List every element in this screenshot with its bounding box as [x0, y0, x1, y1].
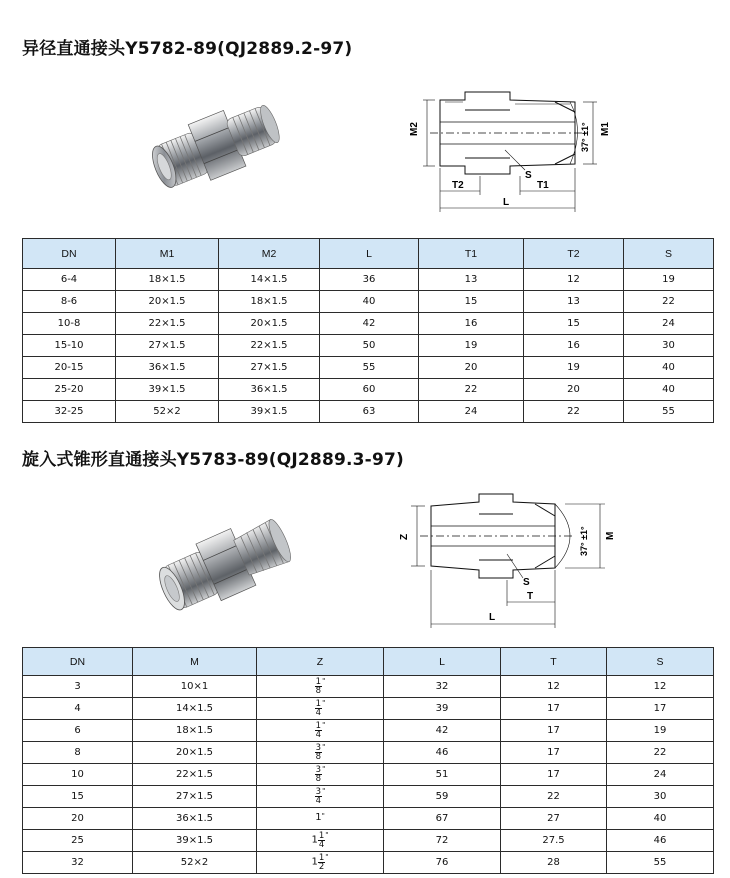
cell: 63: [320, 401, 419, 423]
table-row: [23, 698, 714, 720]
cell: 10-8: [23, 313, 116, 335]
z-denominator: 2: [318, 862, 325, 872]
cell: 52×2: [116, 401, 219, 423]
table-row: [23, 269, 714, 291]
cell: 52×2: [133, 852, 257, 874]
cell: 6-4: [23, 269, 116, 291]
cell: 17: [501, 720, 607, 742]
cell: 19: [624, 269, 714, 291]
z-inch-mark: ": [325, 853, 329, 861]
label-t: T: [527, 591, 534, 602]
z-fraction: [315, 744, 322, 761]
cell: 18×1.5: [133, 720, 257, 742]
spec-table-1: [22, 238, 714, 423]
cell: 14×1.5: [133, 698, 257, 720]
col-header-s: S: [624, 239, 714, 269]
cell: 18×1.5: [116, 269, 219, 291]
cell-z: [257, 786, 384, 808]
cell: 67: [384, 808, 501, 830]
label-m2: M2: [409, 122, 420, 136]
z-numerator: 1: [315, 677, 322, 687]
cell: 22×1.5: [133, 764, 257, 786]
z-fraction: [315, 788, 322, 805]
cell: 42: [384, 720, 501, 742]
cell: 28: [501, 852, 607, 874]
cell: 55: [607, 852, 714, 874]
table-row: [23, 379, 714, 401]
label-s: S: [523, 577, 530, 588]
z-numerator: 3: [315, 743, 322, 753]
cell: 20: [419, 357, 524, 379]
cell: 24: [419, 401, 524, 423]
z-fraction: [315, 722, 322, 739]
col-header-l: L: [384, 648, 501, 676]
spec-table-2: [22, 647, 714, 874]
drawing-2: [395, 488, 620, 628]
z-whole: 1: [311, 834, 318, 846]
z-whole: 1: [315, 812, 322, 823]
table-row: [23, 764, 714, 786]
z-fraction: [315, 678, 322, 695]
cell: 32: [384, 676, 501, 698]
z-numerator: 1: [315, 721, 322, 731]
table-row: [23, 676, 714, 698]
cell: 22: [501, 786, 607, 808]
cell: 20: [23, 808, 133, 830]
z-denominator: 8: [315, 686, 322, 696]
fitting-photo-2: [145, 500, 305, 630]
cell: 76: [384, 852, 501, 874]
cell-z: [257, 764, 384, 786]
z-inch-mark: ": [322, 765, 326, 773]
z-inch-mark: ": [322, 677, 326, 685]
col-header-z: Z: [257, 648, 384, 676]
cell: 39×1.5: [219, 401, 320, 423]
cell: 27×1.5: [219, 357, 320, 379]
cell: 20×1.5: [133, 742, 257, 764]
cell-z: [257, 720, 384, 742]
z-denominator: 8: [315, 774, 322, 784]
cell: 27: [501, 808, 607, 830]
cell: 27.5: [501, 830, 607, 852]
cell: 10×1: [133, 676, 257, 698]
cell: 8-6: [23, 291, 116, 313]
cell: 46: [607, 830, 714, 852]
z-inch-mark: ": [322, 721, 326, 729]
cell: 32: [23, 852, 133, 874]
cell: 20-15: [23, 357, 116, 379]
cell: 15: [524, 313, 624, 335]
cell: 40: [320, 291, 419, 313]
cell: 12: [501, 676, 607, 698]
cell: 20: [524, 379, 624, 401]
col-header-s: S: [607, 648, 714, 676]
col-header-dn: DN: [23, 239, 116, 269]
cell: 12: [607, 676, 714, 698]
cell: 55: [320, 357, 419, 379]
cell: 42: [320, 313, 419, 335]
table-row: [23, 852, 714, 874]
cell: 36×1.5: [219, 379, 320, 401]
cell-z: [257, 852, 384, 874]
cell-z: [257, 742, 384, 764]
col-header-dn: DN: [23, 648, 133, 676]
z-inch-mark: ": [322, 787, 326, 795]
cell: 72: [384, 830, 501, 852]
cell: 39: [384, 698, 501, 720]
z-denominator: 8: [315, 752, 322, 762]
z-denominator: 4: [315, 796, 322, 806]
cell: 27×1.5: [133, 786, 257, 808]
cell: 27×1.5: [116, 335, 219, 357]
fitting-photo-1: [140, 85, 295, 205]
cell: 36×1.5: [116, 357, 219, 379]
table-row: [23, 313, 714, 335]
col-header-t: T: [501, 648, 607, 676]
cell: 39×1.5: [133, 830, 257, 852]
cell-z: [257, 698, 384, 720]
cell: 22×1.5: [219, 335, 320, 357]
col-header-l: L: [320, 239, 419, 269]
cell: 40: [624, 357, 714, 379]
cell: 59: [384, 786, 501, 808]
table-row: [23, 808, 714, 830]
table-row: [23, 742, 714, 764]
drawing-1: [405, 80, 620, 220]
cell: 46: [384, 742, 501, 764]
col-header-m1: M1: [116, 239, 219, 269]
table-row: [23, 720, 714, 742]
label-t2: T2: [452, 180, 464, 191]
cell: 50: [320, 335, 419, 357]
table-row: [23, 357, 714, 379]
label-l: L: [489, 612, 496, 623]
cell: 36×1.5: [133, 808, 257, 830]
cell: 17: [501, 698, 607, 720]
cell-z: [257, 808, 384, 830]
cell: 15: [419, 291, 524, 313]
col-header-m2: M2: [219, 239, 320, 269]
cell: 51: [384, 764, 501, 786]
cell: 17: [501, 742, 607, 764]
cell: 14×1.5: [219, 269, 320, 291]
table-row: [23, 830, 714, 852]
z-numerator: 3: [315, 765, 322, 775]
table-row: [23, 335, 714, 357]
z-numerator: 1: [318, 831, 325, 841]
section1-title: 异径直通接头Y5782-89(QJ2889.2-97): [22, 39, 353, 59]
cell: 17: [501, 764, 607, 786]
cell: 8: [23, 742, 133, 764]
z-inch-mark: ": [321, 812, 325, 820]
cell: 22: [419, 379, 524, 401]
label-l: L: [503, 197, 510, 208]
cell: 22: [607, 742, 714, 764]
cell: 55: [624, 401, 714, 423]
cell: 10: [23, 764, 133, 786]
col-header-t1: T1: [419, 239, 524, 269]
cell: 19: [607, 720, 714, 742]
cell: 16: [419, 313, 524, 335]
cell: 40: [607, 808, 714, 830]
label-angle: 37° ±1°: [579, 526, 589, 556]
cell: 36: [320, 269, 419, 291]
cell: 13: [524, 291, 624, 313]
cell: 40: [624, 379, 714, 401]
cell: 22×1.5: [116, 313, 219, 335]
label-t1: T1: [537, 180, 549, 191]
cell: 25-20: [23, 379, 116, 401]
z-denominator: 4: [315, 708, 322, 718]
cell: 24: [624, 313, 714, 335]
cell: 12: [524, 269, 624, 291]
cell: 19: [524, 357, 624, 379]
cell: 60: [320, 379, 419, 401]
section2-title: 旋入式锥形直通接头Y5783-89(QJ2889.3-97): [22, 450, 404, 470]
cell: 30: [607, 786, 714, 808]
cell: 13: [419, 269, 524, 291]
z-denominator: 4: [318, 840, 325, 850]
col-header-m: M: [133, 648, 257, 676]
cell: 32-25: [23, 401, 116, 423]
cell: 15-10: [23, 335, 116, 357]
cell: 6: [23, 720, 133, 742]
z-fraction: [315, 700, 322, 717]
cell: 3: [23, 676, 133, 698]
label-m1: M1: [600, 122, 611, 136]
table-row: [23, 291, 714, 313]
col-header-t2: T2: [524, 239, 624, 269]
cell: 20×1.5: [219, 313, 320, 335]
cell: 22: [524, 401, 624, 423]
z-denominator: 4: [315, 730, 322, 740]
cell: 19: [419, 335, 524, 357]
cell: 39×1.5: [116, 379, 219, 401]
z-inch-mark: ": [325, 831, 329, 839]
table-row: [23, 786, 714, 808]
z-numerator: 1: [318, 853, 325, 863]
cell: 18×1.5: [219, 291, 320, 313]
cell: 17: [607, 698, 714, 720]
z-inch-mark: ": [322, 699, 326, 707]
z-whole: 1: [311, 856, 318, 868]
label-m: M: [605, 531, 616, 540]
cell: 16: [524, 335, 624, 357]
z-numerator: 1: [315, 699, 322, 709]
cell: 20×1.5: [116, 291, 219, 313]
label-s: S: [525, 170, 532, 181]
cell-z: [257, 830, 384, 852]
cell-z: [257, 676, 384, 698]
cell: 4: [23, 698, 133, 720]
cell: 25: [23, 830, 133, 852]
label-z: Z: [399, 533, 410, 540]
z-inch-mark: ": [322, 743, 326, 751]
cell: 15: [23, 786, 133, 808]
cell: 22: [624, 291, 714, 313]
cell: 24: [607, 764, 714, 786]
table-row: [23, 401, 714, 423]
cell: 30: [624, 335, 714, 357]
label-angle: 37° ±1°: [580, 122, 590, 152]
z-numerator: 3: [315, 787, 322, 797]
z-fraction: [315, 766, 322, 783]
